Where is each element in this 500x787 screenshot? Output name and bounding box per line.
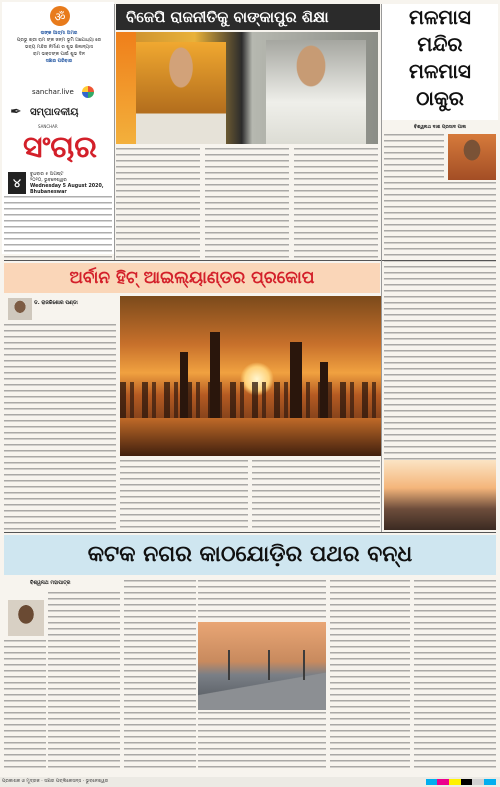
footer-text: ପ୍ରକାଶକ ଓ ମୁଦ୍ରକ · ସଞ୍ଚାର ପବ୍ଲିକେସନ୍ସ · ଭୁବନେଶ୍ୱର [2,779,109,784]
person-photo-left [136,42,226,144]
politicians-photo [116,32,378,144]
ad-line: ତାଙ୍କ ଆତ୍ମା ଅମର [40,31,78,36]
newspaper-logo: ସଂଚାର [23,130,97,165]
date-english: Wednesday 5 August 2020, [30,184,104,189]
article-column [198,712,326,772]
article-column [414,580,496,772]
headline-bjp: ବିଜେପି ରାଜନୀତିକୁ ବାଙ୍କାପୁର ଶିକ୍ଷା [116,4,380,30]
author-photo [8,298,32,320]
headline-malamasa [382,4,498,120]
article-column [384,134,444,182]
person-photo-right [266,40,366,144]
divider [4,532,496,533]
article-column [384,182,496,462]
section-label: ସମ୍ପାଦକୀୟ [30,107,79,118]
date-line: ୨୦୨୦, ଭୁବନେଶ୍ୱର [30,178,67,183]
article-column [205,148,289,260]
brand-dot-icon [82,86,94,98]
article-column [48,592,120,772]
divider [381,4,382,532]
headline-line: ମଳମାସ [409,5,471,29]
author-photo [448,134,496,180]
lamp-post-graphic [268,650,270,680]
ad-line: ସଞ୍ଚାର ପରିବାର [45,59,73,64]
headline-urban-heat: ଅର୍ବାନ ହିଟ୍ ଆଇଲ୍ୟାଣ୍ଡର ପ୍ରକୋପ [4,263,380,293]
om-symbol-icon: ॐ [50,6,70,26]
bridge-deck-graphic [198,670,326,710]
author-name: ଡ. ରାଜକିଶୋର ପଣ୍ଡା [34,300,78,306]
author-name: ବିଶ୍ୱନାଥ ମହାପାତ୍ର [30,580,71,586]
author-photo [8,600,44,636]
building-graphic [180,352,188,422]
article-column [294,148,378,260]
city-english: Bhubaneswar [30,190,67,195]
color-registration-marks [426,779,496,785]
building-graphic [290,342,302,422]
article-column [4,196,112,258]
article-column [120,460,248,532]
lamp-post-graphic [303,650,305,680]
website-link[interactable]: sanchar.live [32,88,74,96]
article-column [4,640,46,772]
article-column [330,580,410,772]
ad-line: ପ୍ରଭୁ ଶ୍ରୀ ରାମ ଙ୍କ ଜନ୍ମ ଭୂମି ଅଯୋଧ୍ୟା ରେ [16,38,102,43]
divider [4,260,496,261]
ad-line: ଭବ୍ୟ ମନ୍ଦିର ନିର୍ମାଣ ର ଶୁଭ ଶିଳାନ୍ୟାସ [24,45,94,50]
advertisement-box [8,30,110,82]
temple-photo [384,460,496,530]
river-graphic [120,418,382,456]
flag-decoration [116,32,136,144]
article-column [252,460,380,532]
headline-cuttack: କଟକ ନଗର କାଠଯୋଡ଼ିର ପଥର ବନ୍ଧ [4,535,496,575]
article-column [4,324,116,530]
section-banner [10,104,110,122]
lamp-post-graphic [228,650,230,680]
byline: ବିଶ୍ୱନାଥ ଦାଶ ପ୍ରସାଦ ପାଲ [413,125,467,130]
article-column [124,580,196,772]
bridge-photo [198,622,326,710]
article-column [116,148,200,260]
article-column [198,580,326,620]
ad-line: ରାମ ଭକ୍ତଙ୍କ ପାଇଁ ଶୁଭ ଦିନ [32,52,86,57]
city-sunset-photo [120,296,382,456]
date-line: ବୁଧବାର ୫ ଅଗଷ୍ଟ [30,172,64,177]
pen-icon: ✒ [10,104,22,120]
building-graphic [320,362,328,422]
divider [114,4,115,260]
building-graphic [210,332,220,422]
headline-line: ମନ୍ଦିର [417,32,463,56]
headline-line: ଠାକୁର [416,86,464,110]
issue-date [30,172,112,196]
logo-caption: SANCHAR [38,124,58,129]
issue-number: ୪ [8,172,26,194]
page-footer [0,777,500,787]
skyline-graphic [120,382,382,422]
headline-line: ମଳମାସ [409,59,471,83]
